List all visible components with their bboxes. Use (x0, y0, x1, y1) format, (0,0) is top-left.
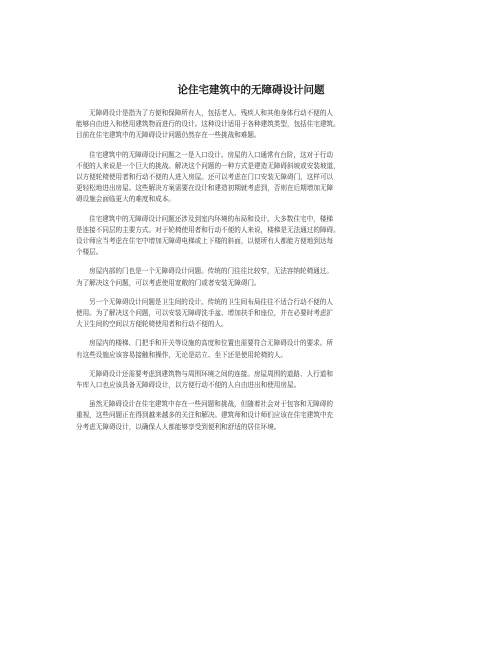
paragraph-2 (76, 150, 428, 206)
paragraph-8 (76, 399, 428, 433)
paragraph-line: 无障碍设计还需要考虑到建筑物与周围环境之间的连接。房屋周围的道路、人行道和 (89, 369, 333, 378)
paragraph-line: 能够自由进入和使用建筑物而进行的设计。这种设计适用于各种建筑类型，包括住宅建筑。 (76, 120, 340, 129)
paragraph-line: 碍设施会面临更大的难度和成本。 (76, 195, 175, 204)
paragraph-line: 无障碍设计是指为了方便和保障所有人，包括老人、残疾人和其他身体行动不便的人 (89, 109, 333, 117)
paragraph-line: 车库入口也应该具备无障碍设计，以方便行动不便的人自由进出和使用房屋。 (76, 381, 301, 390)
paragraph-line: 个楼层。 (76, 248, 103, 257)
paragraph-line: 以方便轮椅使用者和行动不便的人进入房屋。还可以考虑在门口安装无障碍门，这样可以 (76, 173, 334, 182)
paragraph-line: 另一个无障碍设计问题是卫生间的设计。传统的卫生间布局往往不适合行动不便的人 (89, 297, 333, 306)
paragraph-1 (76, 108, 428, 142)
paragraph-line: 为了解决这个问题，可以考虑使用宽敞的门或者安装无障碍门。 (76, 278, 261, 287)
paragraph-3 (76, 214, 428, 259)
document-body (76, 108, 428, 441)
paragraph-line: 重视，这些问题正在得到越来越多的关注和解决。建筑师和设计师们应该在住宅建筑中充 (76, 411, 334, 420)
paragraph-line: 是连接不同层的主要方式。对于轮椅使用者和行动不便的人来说，楼梯是无法通过的障碍。 (76, 225, 340, 234)
paragraph-line: 房屋内的楼梯、门把手和开关等设施的高度和位置也需要符合无障碍设计的要求。所 (89, 339, 333, 348)
paragraph-line: 住宅建筑中的无障碍设计问题还涉及到室内环境的布局和设计。大多数住宅中，楼梯 (89, 214, 333, 223)
paragraph-line: 目前在住宅建筑中的无障碍设计问题仍然存在一些挑战和难题。 (76, 131, 261, 140)
paragraph-line: 有这些设施应该容易接触和操作，无论是站立、坐下还是使用轮椅的人。 (76, 350, 287, 359)
paragraph-line: 使用。为了解决这个问题，可以安装无障碍洗手盆、增加扶手和座位，并在必要时考虑扩 (76, 309, 334, 318)
paragraph-6 (76, 338, 428, 360)
paragraph-5 (76, 297, 428, 331)
paragraph-line: 设计师应当考虑在住宅中增加无障碍电梯或上下楼的斜面，以便所有人都能方便地到达每 (76, 237, 334, 246)
paragraph-line: 大卫生间的空间以方便轮椅使用者和行动不便的人。 (76, 320, 228, 329)
paragraph-line: 分考虑无障碍设计，以确保人人都能够享受到便利和舒适的居住环境。 (76, 422, 281, 431)
paragraph-7 (76, 369, 428, 391)
paragraph-4 (76, 266, 428, 288)
paragraph-line: 房屋内部的门也是一个无障碍设计问题。传统的门往往比较窄，无法容纳轮椅通过。 (89, 267, 333, 276)
paragraph-line: 虽然无障碍设计在住宅建筑中存在一些问题和挑战，但随着社会对于包容和无障碍的 (89, 400, 333, 409)
paragraph-line: 更轻松地进出房屋。这些解决方案需要在设计和建造初期就考虑到，否则在后期增加无障 (76, 184, 334, 193)
document-title: 论住宅建筑中的无障碍设计问题 (177, 84, 325, 96)
paragraph-line: 住宅建筑中的无障碍设计问题之一是入口设计。房屋的入口通常有台阶，这对于行动 (89, 150, 333, 159)
paragraph-line: 不便的人来说是一个巨大的挑战。解决这个问题的一种方式是建造无障碍斜坡或安装坡道， (76, 161, 340, 170)
